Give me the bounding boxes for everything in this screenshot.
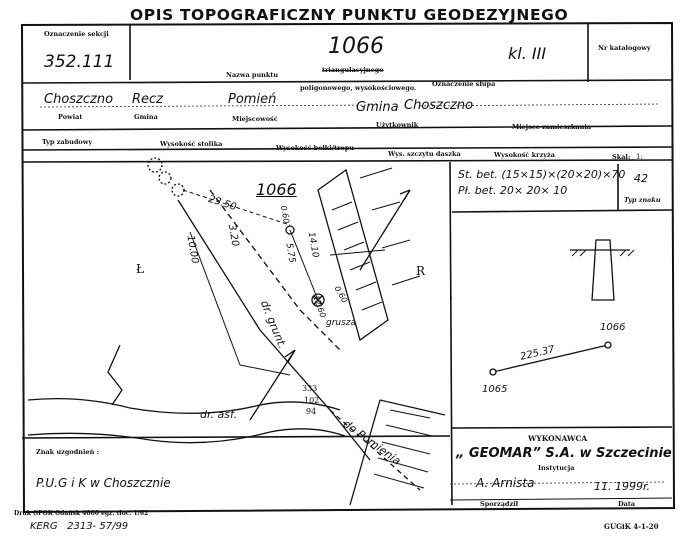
- label-wys-szczytu: Wys. szczytu daszka: [388, 150, 461, 158]
- label-gmina: Gmina: [134, 113, 158, 121]
- sketch-dist-6: 14.10: [305, 231, 321, 259]
- label-oznaczenie-sekcji: Oznaczenie sekcji: [44, 30, 109, 38]
- powiat-value: Choszczno: [44, 92, 114, 107]
- label-poligonowego: poligonowego, wysokościowego.: [300, 84, 417, 92]
- sketch-dist-3: 10.00: [184, 234, 201, 265]
- label-uzytkownik: Użytkownik: [376, 121, 419, 129]
- sketch-dist-2: 3.20: [225, 223, 241, 248]
- label-nr-katalogowy: Nr katalogowy: [598, 44, 651, 52]
- label-powiat: Powiat: [58, 113, 83, 121]
- point-number: 1066: [328, 34, 384, 59]
- label-triangulacyjnego: triangulacyjnego: [322, 66, 384, 74]
- label-skala: Skal:: [612, 153, 631, 161]
- kerg-number: KERG 2313- 57/99: [30, 521, 129, 532]
- form-title: OPIS TOPOGRAFICZNY PUNKTU GEODEZYJNEGO: [130, 6, 569, 24]
- label-miejscowosc: Miejscowość: [232, 115, 278, 123]
- point-class: kl. III: [508, 44, 547, 63]
- sketch-frac-bot: 94: [306, 407, 317, 416]
- label-wykonawca: WYKONAWCA: [528, 434, 588, 443]
- sketch-right-marker: R: [416, 264, 426, 278]
- sekcja-value: 352.111: [44, 52, 115, 72]
- uzytkownik-prefix: Gmina: [356, 100, 399, 115]
- label-miejsce-zamieszkania: Miejsce zamieszkania: [512, 123, 592, 131]
- label-typ-znaku: Typ znaku: [624, 196, 661, 204]
- ref-distance: 225.37: [519, 344, 556, 363]
- label-znak-uzgodnien: Znak uzgodnień :: [36, 448, 100, 456]
- sketch-dist-8: 12.60: [311, 294, 328, 319]
- sketch-frac-mid: 102: [304, 396, 320, 405]
- sketch-point-label: 1066: [256, 180, 297, 199]
- sketch-road-asphalt: dr. asf.: [200, 408, 238, 421]
- label-data: Data: [618, 500, 636, 508]
- monument-pl-bet: Pł. bet. 20× 20× 10: [458, 184, 568, 197]
- label-wysokosc-belki: Wysokość belki/trepu: [276, 144, 354, 152]
- sketch-dist-1: 23.50: [207, 193, 238, 214]
- date-value: 11. 1999r.: [594, 480, 650, 493]
- label-instytucja: Instytucja: [538, 464, 575, 472]
- label-oznaczenie-slupa: Oznaczenie słupa: [432, 80, 496, 88]
- label-wysokosc-krzyza: Wysokość krzyża: [494, 151, 555, 159]
- label-wysokosc-stolika: Wysokość stolika: [160, 140, 223, 148]
- print-note: Druk GPGK Gdańsk 4000 egz. tłoc. 1/62: [14, 510, 149, 517]
- label-nazwa-punktu: Nazwa punktu: [226, 71, 279, 79]
- skala-value: 1:: [636, 153, 643, 161]
- sketch-dist-4: 0.60: [278, 204, 291, 225]
- ref-point-1066: 1066: [600, 322, 626, 333]
- sketch-frac-top: 333: [302, 384, 318, 393]
- sketch-dist-5: 5.75: [283, 242, 297, 264]
- sketch-road-dirt: dr. grunt.: [257, 298, 289, 351]
- sporzadzil-value: A. Arnista: [476, 476, 535, 490]
- gmina-value: Recz: [132, 92, 164, 107]
- form-code: GUGiK 4-1-20: [604, 522, 659, 531]
- sketch-dist-7: 0.60: [332, 284, 350, 305]
- label-typ-zabudowy: Typ zabudowy: [42, 138, 93, 146]
- sketch-left-marker: Ł: [136, 262, 145, 276]
- sketch-tree-label: grusza: [326, 318, 357, 328]
- label-sporzadzil: Sporządził: [480, 500, 519, 508]
- miejscowosc-value: Pomień: [228, 92, 277, 107]
- typ-znaku-value: 42: [634, 172, 648, 185]
- sketch-direction: do Pomienia: [340, 417, 404, 468]
- uzgodnienie-value: P.U.G i K w Choszcznie: [36, 476, 171, 490]
- monument-st-bet: St. bet. (15×15)×(20×20)×70: [458, 168, 626, 181]
- wykonawca-value: „ GEOMAR” S.A. w Szczecinie: [456, 446, 672, 461]
- ref-point-1065: 1065: [482, 384, 508, 395]
- uzytkownik-value: Choszczno: [404, 98, 474, 113]
